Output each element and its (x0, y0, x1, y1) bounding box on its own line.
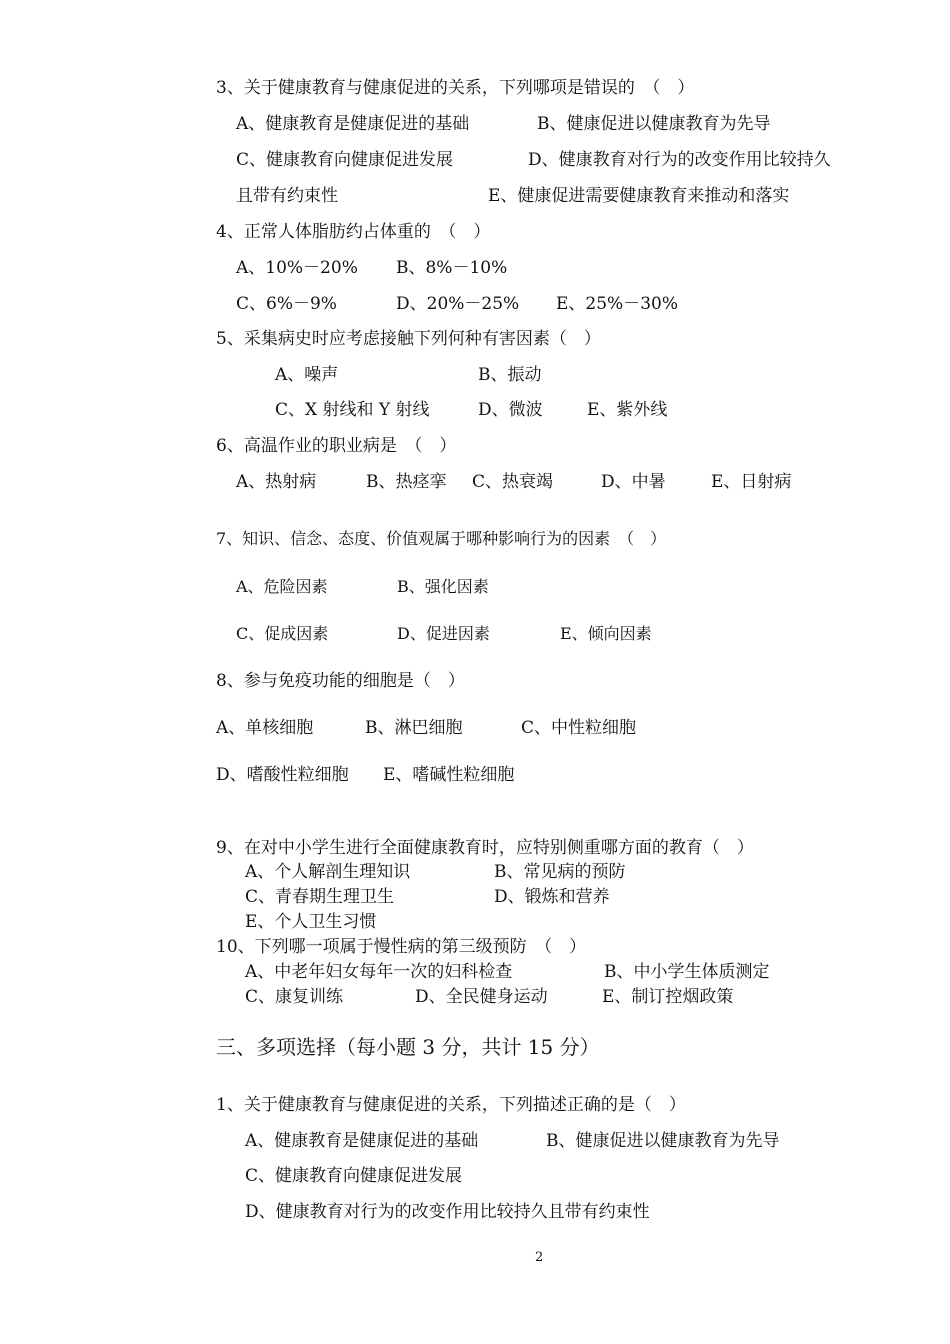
q6-stem: 6、高温作业的职业病是 （ ） (216, 436, 457, 456)
q4-option-b: B、8%－10% (396, 258, 508, 278)
q6-option-b: B、热痉挛 (366, 472, 447, 492)
q10-stem: 10、下列哪一项属于慢性病的第三级预防 （ ） (216, 937, 587, 957)
q6-option-e: E、日射病 (711, 472, 792, 492)
q5-option-d: D、微波 (478, 400, 543, 420)
q4-option-c: C、6%－9% (236, 294, 337, 314)
q6-option-a: A、热射病 (236, 472, 317, 492)
q10-option-e: E、制订控烟政策 (602, 987, 734, 1007)
mq1-stem: 1、关于健康教育与健康促进的关系，下列描述正确的是（ ） (216, 1095, 686, 1115)
q10-option-a: A、中老年妇女每年一次的妇科检查 (245, 962, 513, 982)
q9-option-b: B、常见病的预防 (494, 862, 626, 882)
mq1-option-b: B、健康促进以健康教育为先导 (546, 1131, 780, 1151)
q9-option-a: A、个人解剖生理知识 (245, 862, 411, 882)
q5-option-e: E、紫外线 (587, 400, 668, 420)
q3-option-d-cont: 且带有约束性 (236, 186, 338, 206)
q5-option-c: C、X 射线和 Y 射线 (275, 400, 430, 420)
q7-option-c: C、促成因素 (236, 624, 329, 643)
q8-option-c: C、中性粒细胞 (521, 718, 637, 738)
q7-option-e: E、倾向因素 (560, 624, 652, 643)
section-heading: 三、多项选择（每小题 3 分，共计 15 分） (216, 1035, 600, 1059)
q3-option-a: A、健康教育是健康促进的基础 (236, 114, 470, 134)
q4-stem: 4、正常人体脂肪约占体重的 （ ） (216, 222, 491, 242)
q3-option-b: B、健康促进以健康教育为先导 (537, 114, 771, 134)
q7-option-d: D、促进因素 (397, 624, 490, 643)
q7-stem: 7、知识、信念、态度、价值观属于哪种影响行为的因素 （ ） (216, 529, 667, 548)
q4-option-a: A、10%－20% (236, 258, 358, 278)
q6-option-d: D、中暑 (601, 472, 666, 492)
q8-option-a: A、单核细胞 (216, 718, 314, 738)
q10-option-c: C、康复训练 (245, 987, 344, 1007)
q10-option-d: D、全民健身运动 (415, 987, 548, 1007)
q7-option-a: A、危险因素 (236, 577, 328, 596)
mq1-option-c: C、健康教育向健康促进发展 (245, 1166, 463, 1186)
q9-option-d: D、锻炼和营养 (494, 887, 610, 907)
q4-option-e: E、25%－30% (556, 294, 678, 314)
mq1-option-d: D、健康教育对行为的改变作用比较持久且带有约束性 (245, 1202, 650, 1222)
q9-option-e: E、个人卫生习惯 (245, 912, 377, 932)
q8-stem: 8、参与免疫功能的细胞是（ ） (216, 671, 465, 691)
q3-stem: 3、关于健康教育与健康促进的关系，下列哪项是错误的 （ ） (216, 78, 695, 98)
q9-option-c: C、青春期生理卫生 (245, 887, 395, 907)
mq1-option-a: A、健康教育是健康促进的基础 (245, 1131, 479, 1151)
q4-option-d: D、20%－25% (396, 294, 520, 314)
q5-option-b: B、振动 (478, 365, 542, 385)
q8-option-d: D、嗜酸性粒细胞 (216, 765, 349, 785)
q6-option-c: C、热衰竭 (472, 472, 554, 492)
q5-option-a: A、噪声 (275, 365, 339, 385)
q5-stem: 5、采集病史时应考虑接触下列何种有害因素（ ） (216, 329, 601, 349)
page-number: 2 (535, 1250, 544, 1265)
q10-option-b: B、中小学生体质测定 (604, 962, 770, 982)
q3-option-d: D、健康教育对行为的改变作用比较持久 (528, 150, 831, 170)
q3-option-c: C、健康教育向健康促进发展 (236, 150, 454, 170)
q8-option-b: B、淋巴细胞 (365, 718, 463, 738)
q8-option-e: E、嗜碱性粒细胞 (383, 765, 515, 785)
q9-stem: 9、在对中小学生进行全面健康教育时，应特别侧重哪方面的教育（ ） (216, 838, 754, 858)
q3-option-e: E、健康促进需要健康教育来推动和落实 (488, 186, 790, 206)
q7-option-b: B、强化因素 (397, 577, 489, 596)
